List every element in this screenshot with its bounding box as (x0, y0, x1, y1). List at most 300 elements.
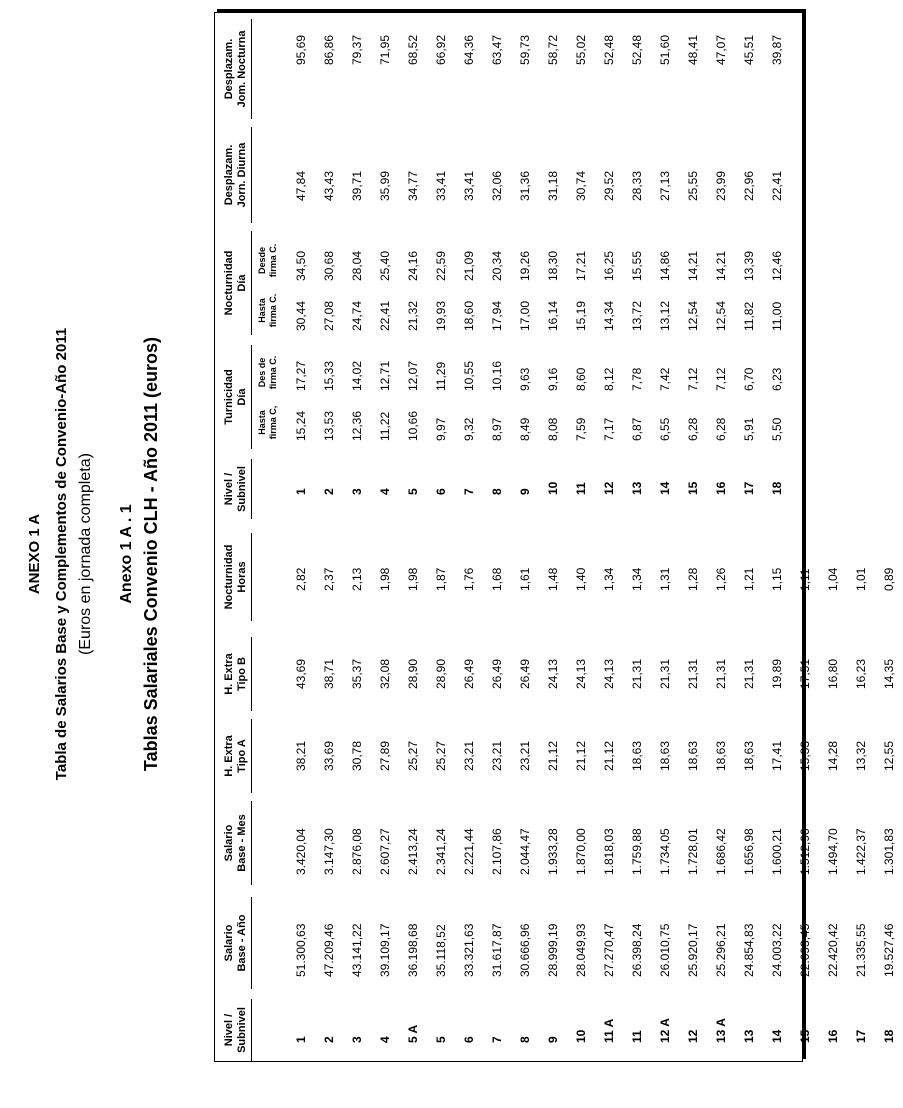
table-cell: 43,43 (322, 170, 336, 201)
turn-desde-values (287, 361, 791, 391)
table-cell: 31.617,87 (490, 923, 504, 977)
table-cell: 23,99 (714, 170, 728, 201)
table-cell: 13,53 (322, 410, 336, 441)
table-cell: 33.321,63 (462, 923, 476, 977)
table-cell: 17 (854, 1029, 868, 1043)
table-cell: 27,13 (658, 170, 672, 201)
table-cell: 24,13 (546, 658, 560, 689)
subheader-turn-desde (257, 350, 279, 395)
header-salario-anio-line1: Salario (223, 924, 235, 962)
table-cell: 1,87 (434, 567, 448, 591)
table-cell: 21,09 (462, 250, 476, 281)
table-cell: 22,96 (742, 170, 756, 201)
salary-table-frame (214, 12, 896, 1062)
subheader-noct-hasta (257, 288, 279, 333)
table-cell: 22,41 (378, 300, 392, 331)
table-cell: 39.109,17 (378, 923, 392, 977)
table-cell: 0,89 (882, 567, 896, 591)
table-cell: 25.296,21 (714, 923, 728, 977)
table-cell: 28,33 (630, 170, 644, 201)
table-cell: 15,55 (630, 250, 644, 281)
table-cell: 28.049,93 (574, 923, 588, 977)
table-cell: 35.118,52 (434, 924, 448, 977)
table-cell: 19,89 (770, 658, 784, 689)
table-cell: 6 (462, 1036, 476, 1043)
table-cell: 11,00 (770, 301, 784, 331)
table-cell: 38,71 (322, 658, 336, 689)
table-cell: 33,69 (322, 740, 336, 771)
header-nocturnidad-horas (223, 533, 249, 621)
table-cell: 29,52 (602, 170, 616, 201)
header-turnicidad (223, 345, 249, 449)
header-rule (251, 897, 252, 989)
table-cell: 1.728,01 (686, 828, 700, 875)
table-cell: 2 (322, 488, 336, 495)
table-cell: 13 (742, 1029, 756, 1043)
table-cell: 8,49 (518, 417, 532, 441)
table-cell: 59,73 (518, 34, 532, 65)
header-rule (251, 231, 252, 335)
table-cell: 14,02 (350, 360, 364, 391)
header-noct-horas-line2: Horas (236, 561, 248, 593)
header-desplaz-nocturna-line2: Jom. Nocturna (236, 30, 248, 108)
table-cell: 6,87 (630, 417, 644, 441)
table-cell: 21,12 (602, 740, 616, 771)
table-cell: 33,41 (434, 170, 448, 201)
table-cell: 27,89 (378, 740, 392, 771)
table-cell: 51,60 (658, 34, 672, 65)
table-cell: 2 (322, 1036, 336, 1043)
table-cell: 24,74 (350, 300, 364, 331)
table-cell: 48,41 (686, 34, 700, 65)
annex-subtitle: Anexo 1 A . 1 (118, 504, 135, 604)
table-cell: 8,97 (490, 417, 504, 441)
header-rule (251, 999, 252, 1061)
table-cell: 12,07 (406, 360, 420, 391)
table-cell: 13,72 (630, 300, 644, 331)
table-cell: 8,12 (602, 367, 616, 391)
table-cell: 1,40 (574, 567, 588, 591)
desplaz-nocturna-values (287, 35, 791, 65)
hextra-b-values (287, 659, 903, 689)
header-rule (251, 459, 252, 519)
header-rule (251, 719, 252, 793)
table-cell: 12,46 (770, 250, 784, 281)
table-cell: 23,21 (462, 740, 476, 771)
table-cell: 17,27 (294, 360, 308, 391)
table-cell: 1,15 (770, 567, 784, 591)
table-cell: 2.044,47 (518, 828, 532, 875)
table-cell: 16,25 (602, 250, 616, 281)
table-cell: 45,51 (742, 34, 756, 65)
table-cell: 1,01 (854, 567, 868, 591)
table-cell: 28,90 (406, 658, 420, 689)
table-cell: 19,26 (518, 250, 532, 281)
table-cell: 12,36 (350, 410, 364, 441)
table-cell: 1,26 (714, 567, 728, 591)
table-cell: 15 (798, 1029, 812, 1043)
table-cell: 21,12 (574, 740, 588, 771)
header-hextra-a-line2: Tipo A (236, 739, 248, 773)
table-cell: 9,63 (518, 367, 532, 391)
table-cell: 1.686,42 (714, 828, 728, 875)
table-cell: 15,33 (322, 360, 336, 391)
table-cell: 51.300,63 (294, 923, 308, 977)
table-cell: 13 A (714, 1018, 728, 1043)
table-cell: 58,72 (546, 34, 560, 65)
table-cell: 63,47 (490, 34, 504, 65)
table-cell: 3 (350, 488, 364, 495)
header-rule (251, 801, 252, 885)
table-cell: 4 (378, 488, 392, 495)
turn-hasta-values (287, 411, 791, 441)
main-title: Tablas Salariales Convenio CLH - Año 2011 (euros) (141, 336, 161, 772)
table-cell: 18 (770, 481, 784, 495)
table-cell: 18,63 (630, 740, 644, 771)
table-cell: 68,52 (406, 34, 420, 65)
table-cell: 17,94 (490, 300, 504, 331)
table-cell: 13,32 (854, 740, 868, 771)
table-cell: 14,21 (714, 250, 728, 281)
table-cell: 22.693,45 (798, 923, 812, 977)
annex-title: ANEXO 1 A (26, 513, 43, 595)
table-cell: 43.141,22 (350, 923, 364, 977)
table-cell: 11,29 (434, 361, 448, 391)
table-cell: 11 (574, 482, 588, 495)
table-cell: 31,36 (518, 170, 532, 201)
table-cell: 86,86 (322, 34, 336, 65)
table-cell: 14 (770, 1029, 784, 1043)
table-cell: 24,13 (574, 658, 588, 689)
table-cell: 14 (658, 481, 672, 495)
table-cell: 26.010,75 (658, 923, 672, 977)
header-nocturnidad-dia (223, 231, 249, 335)
table-cell: 1,68 (490, 567, 504, 591)
table-cell: 14,34 (602, 300, 616, 331)
header-hextra-b (223, 637, 249, 711)
table-cell: 27.270,47 (602, 923, 616, 977)
table-cell: 22.420,42 (826, 923, 840, 977)
table-cell: 66,92 (434, 34, 448, 65)
table-cell: 12 (602, 481, 616, 495)
table-cell: 13,12 (658, 300, 672, 331)
table-cell: 95,69 (294, 34, 308, 65)
table-cell: 18 (882, 1029, 896, 1043)
table-cell: 1,11 (798, 568, 812, 591)
table-cell: 1.933,28 (546, 828, 560, 875)
desplaz-diurna-values (287, 171, 791, 201)
table-cell: 1,28 (686, 567, 700, 591)
header-rule (251, 19, 252, 119)
table-cell: 1,48 (546, 567, 560, 591)
header-nivel (223, 999, 249, 1061)
table-cell: 30,78 (350, 740, 364, 771)
table-cell: 14,35 (882, 658, 896, 689)
table-cell: 38,21 (294, 740, 308, 771)
table-cell: 25,40 (378, 250, 392, 281)
header-desplaz-nocturna (223, 19, 249, 119)
table-cell: 14,86 (658, 250, 672, 281)
table-cell: 36.198,68 (406, 923, 420, 977)
table-cell: 23,21 (490, 740, 504, 771)
table-cell: 43,69 (294, 658, 308, 689)
subheader-turn-hasta (257, 400, 279, 445)
sub-turn-hasta-l2: firma C, (268, 405, 278, 440)
table-cell: 52,48 (602, 34, 616, 65)
header-desplaz-diurna (223, 127, 249, 223)
noct-hasta-values (287, 301, 791, 331)
table-cell: 15,33 (798, 740, 812, 771)
header-nivel-line2: Subnivel (236, 1007, 248, 1053)
table-cell: 2.341,24 (434, 828, 448, 875)
table-cell: 18,30 (546, 250, 560, 281)
table-cell: 1,98 (378, 567, 392, 591)
table-cell: 24,13 (602, 658, 616, 689)
salario-mes-values (287, 828, 903, 875)
table-cell: 1.734,05 (658, 828, 672, 875)
table-cell: 24.854,83 (742, 923, 756, 977)
table-cell: 15 (686, 481, 700, 495)
table-cell: 16,80 (826, 658, 840, 689)
subheader-noct-desde (257, 238, 279, 283)
nivel-values (287, 1018, 903, 1043)
table-cell: 7 (490, 1036, 504, 1043)
header-desplaz-nocturna-line1: Desplazam. (223, 38, 235, 100)
table-cell: 21,31 (742, 658, 756, 689)
table-cell: 5 (406, 488, 420, 495)
table-cell: 39,87 (770, 34, 784, 65)
table-cell: 5 (434, 1036, 448, 1043)
table-cell: 2,13 (350, 567, 364, 591)
table-cell: 55,02 (574, 34, 588, 65)
table-cell: 35,99 (378, 170, 392, 201)
table-cell: 17,21 (574, 250, 588, 281)
table-cell: 18,63 (686, 740, 700, 771)
table-cell: 6 (434, 488, 448, 495)
table-cell: 5 A (406, 1024, 420, 1043)
header-turnicidad-line2: Día (236, 388, 248, 406)
table-cell: 26,49 (518, 658, 532, 689)
table-cell: 22,41 (770, 170, 784, 201)
table-cell: 64,36 (462, 34, 476, 65)
header-nivel-line1: Nivel / (223, 1013, 235, 1047)
table-cell: 5,50 (770, 417, 784, 441)
table-cell: 9 (518, 488, 532, 495)
table-cell: 21,31 (658, 658, 672, 689)
table-cell: 14,28 (826, 740, 840, 771)
header-noct-dia-line2: Día (236, 274, 248, 292)
table-cell: 18,60 (462, 300, 476, 331)
table-cell: 21,31 (686, 658, 700, 689)
table-cell: 25,27 (434, 740, 448, 771)
header-desplaz-diurna-line2: Jorn. Diurna (236, 142, 248, 208)
sub-noct-desde-l1: Desde (257, 247, 267, 275)
noct-horas-values (287, 568, 903, 591)
table-cell: 8,08 (546, 417, 560, 441)
table-cell: 7,59 (574, 417, 588, 441)
table-cell: 13 (630, 481, 644, 495)
header-nivel-2 (223, 459, 249, 519)
table-cell: 7,17 (602, 417, 616, 441)
table-cell: 31,18 (546, 170, 560, 201)
table-cell: 3.420,04 (294, 828, 308, 875)
table-cell: 9,97 (434, 417, 448, 441)
table-cell: 12,71 (378, 360, 392, 391)
table-cell: 16 (714, 481, 728, 495)
header-salario-mes-line1: Salario (223, 824, 235, 862)
table-cell: 35,37 (350, 658, 364, 689)
table-cell: 6,28 (686, 417, 700, 441)
header-noct-horas-line1: Nocturnidad (223, 544, 235, 610)
table-cell: 8 (518, 1036, 532, 1043)
sub-noct-hasta-l1: Hasta (257, 298, 267, 323)
table-cell: 7,12 (714, 367, 728, 391)
table-cell: 1.301,83 (882, 828, 896, 875)
nivel2-values (287, 482, 791, 495)
header-salario-anio (223, 897, 249, 989)
sub-turn-desde-l1: Des de (257, 357, 267, 388)
table-cell: 12,54 (714, 300, 728, 331)
table-cell: 16 (826, 1029, 840, 1043)
table-cell: 18,63 (658, 740, 672, 771)
table-cell: 17 (742, 481, 756, 495)
table-cell: 4 (378, 1036, 392, 1043)
table-cell: 12 (686, 1029, 700, 1043)
table-cell: 17,41 (770, 740, 784, 771)
table-cell: 12,55 (882, 740, 896, 771)
table-cell: 24.003,22 (770, 923, 784, 977)
table-cell: 27,08 (322, 300, 336, 331)
header-rule (251, 345, 252, 449)
table-cell: 12,54 (686, 300, 700, 331)
table-cell: 24,16 (406, 250, 420, 281)
table-cell: 15,24 (294, 410, 308, 441)
table-cell: 30,44 (294, 300, 308, 331)
noct-desde-values (287, 251, 791, 281)
table-cell: 9 (546, 1036, 560, 1043)
table-cell: 2.107,86 (490, 828, 504, 875)
table-cell: 10 (574, 1029, 588, 1043)
header-rule (251, 533, 252, 621)
table-cell: 1,04 (826, 567, 840, 591)
header-nivel2-line2: Subnivel (236, 466, 248, 512)
sub-noct-hasta-l2: firma C. (268, 293, 278, 328)
table-cell: 6,70 (742, 367, 756, 391)
table-cell: 6,28 (714, 417, 728, 441)
table-cell: 1.512,90 (798, 828, 812, 875)
table-cell: 16,23 (854, 658, 868, 689)
table-cell: 1 (294, 488, 308, 495)
table-cell: 1,76 (462, 567, 476, 591)
table-cell: 18,63 (714, 740, 728, 771)
header-hextra-b-line1: H. Extra (223, 653, 235, 695)
table-cell: 28,90 (434, 658, 448, 689)
table-cell: 8 (490, 488, 504, 495)
table-cell: 71,95 (378, 34, 392, 65)
table-cell: 26.398,24 (630, 923, 644, 977)
table-cell: 9,16 (546, 367, 560, 391)
table-cell: 34,50 (294, 250, 308, 281)
table-cell: 1.656,98 (742, 828, 756, 875)
table-cell: 32,08 (378, 658, 392, 689)
table-cell: 12 A (658, 1018, 672, 1043)
sub-noct-desde-l2: firma C. (268, 243, 278, 278)
table-cell: 10 (546, 481, 560, 495)
table-cell: 34,77 (406, 170, 420, 201)
table-cell: 21,32 (406, 300, 420, 331)
table-cell: 21,31 (630, 658, 644, 689)
sub-turn-desde-l2: firma C. (268, 355, 278, 390)
table-cell: 25,55 (686, 170, 700, 201)
table-cell: 32,06 (490, 170, 504, 201)
table-cell: 26,49 (490, 658, 504, 689)
table-cell: 1,34 (602, 567, 616, 591)
table-cell: 2.221,44 (462, 828, 476, 875)
table-cell: 2.607,27 (378, 828, 392, 875)
table-cell: 47,84 (294, 170, 308, 201)
table-cell: 1.600,21 (770, 828, 784, 875)
table-cell: 2.413,24 (406, 828, 420, 875)
table-cell: 1,61 (518, 567, 532, 591)
header-rule (251, 637, 252, 711)
table-cell: 3.147,30 (322, 828, 336, 875)
table-cell: 5,91 (742, 417, 756, 441)
table-cell: 17,00 (518, 300, 532, 331)
table-cell: 1.818,03 (602, 828, 616, 875)
table-cell: 2.876,08 (350, 828, 364, 875)
header-turnicidad-line1: Turnicidad (223, 369, 235, 425)
table-cell: 11 A (602, 1018, 616, 1043)
table-cell: 14,21 (686, 250, 700, 281)
table-cell: 7,42 (658, 367, 672, 391)
table-cell: 30.666,96 (518, 923, 532, 977)
table-cell: 1,34 (630, 567, 644, 591)
table-cell: 28.999,19 (546, 923, 560, 977)
table-cell: 19.527,46 (882, 923, 896, 977)
table-cell: 21,31 (714, 658, 728, 689)
header-hextra-a-line1: H. Extra (223, 735, 235, 777)
table-cell: 23,21 (518, 740, 532, 771)
header-rule (251, 127, 252, 223)
table-cell: 11,82 (742, 301, 756, 331)
table-cell: 47,07 (714, 34, 728, 65)
table-cell: 1.494,70 (826, 828, 840, 875)
table-cell: 21.335,55 (854, 923, 868, 977)
table-cell: 10,55 (462, 360, 476, 391)
table-cell: 10,16 (490, 360, 504, 391)
salario-anio-values (287, 924, 903, 977)
table-subtitle: (Euros en jornada completa) (77, 453, 94, 655)
table-cell: 1.422,37 (854, 828, 868, 875)
table-title: Tabla de Salarios Base y Complementos de Convenio-Año 2011 (53, 327, 70, 781)
table-cell: 22,59 (434, 250, 448, 281)
sub-turn-hasta-l1: Hasta (257, 410, 267, 435)
table-cell: 7 (462, 488, 476, 495)
table-cell: 1,21 (742, 567, 756, 591)
table-cell: 30,74 (574, 170, 588, 201)
table-cell: 30,68 (322, 250, 336, 281)
table-cell: 47.209,46 (322, 923, 336, 977)
table-cell: 16,14 (546, 300, 560, 331)
header-salario-mes (223, 801, 249, 885)
table-cell: 7,78 (630, 367, 644, 391)
table-cell: 25,27 (406, 740, 420, 771)
table-cell: 28,04 (350, 250, 364, 281)
table-cell: 26,49 (462, 658, 476, 689)
table-cell: 11 (630, 1030, 644, 1043)
table-cell: 3 (350, 1036, 364, 1043)
header-desplaz-diurna-line1: Desplazam. (223, 144, 235, 206)
